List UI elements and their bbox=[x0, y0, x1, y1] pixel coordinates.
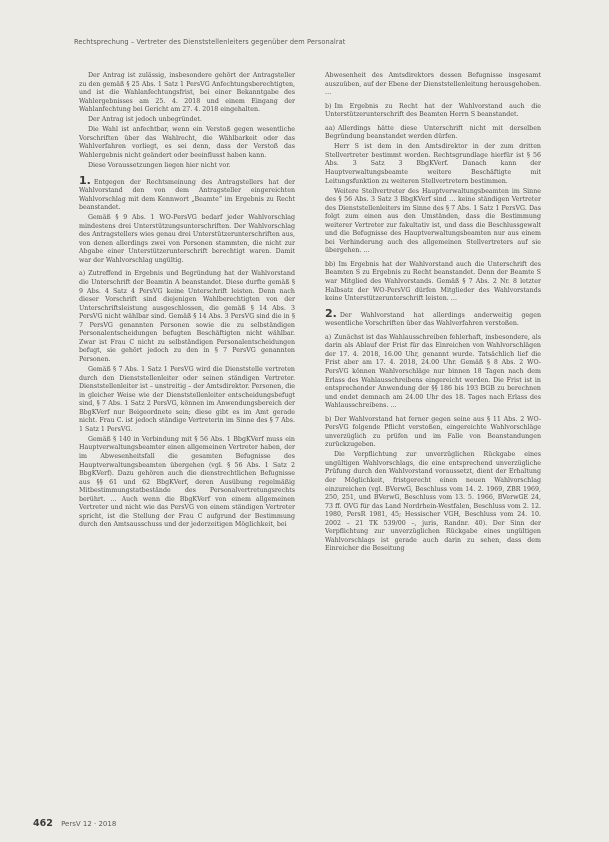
item-text: Im Ergebnis hat der Wahlvorstand auch die Unterschrift des Beamten S zu Ergebnis zu Recht beanstandet. Denn der Beamte S war Mitglied des Wahlvorstands. Gemäß § 7 Abs. 2 Nr. 8 letzter Halbsatz der WO-PersVG dürfen Mitglieder des Wahlvorstands keine Unterstützerunterschrift leisten. … bbox=[325, 260, 541, 303]
item-text: Zunächst ist das Wahlausschreiben fehlerhaft, insbesondere, als darin als Ablauf der Frist für das Einreichen von Wahlvorschlägen der 17. 4. 2018, 16.00 Uhr, genannt wurde. Tatsächlich lief die Frist aber am 17. 4. 2018, 24.00 Uhr. Gemäß § 8 Abs. 2 WO-PersVG können Wahlvorschläge nur binnen 18 Tagen nach dem Erlass des Wahlausschreibens eingereicht werden. Die Frist ist in entsprechender Anwendung der §§ 186 bis 193 BGB zu berechnen und endet demnach am 24.00 Uhr des 18. Tages nach Erlass des Wahlausschreibens. … bbox=[325, 333, 541, 410]
section-text: Der Wahlvorstand hat allerdings anderweitig gegen wesentliche Vorschriften über das Wahlverfahren verstoßen. bbox=[325, 311, 541, 328]
left-column bbox=[79, 72, 295, 792]
item-label: a) bbox=[79, 270, 86, 278]
body-paragraph: Gemäß § 7 Abs. 1 Satz 1 PersVG wird die Dienststelle vertreten durch den Dienststellenleiter oder seinen ständigen Vertreter. Dienststellenleiter ist – unstreitig – der Amtsdirektor. Personen, die in gleicher Weise wie der Dienststellenleiter entscheidungsbefugt sind, § 7 Abs. 1 Satz 2 PersVG, können im Anwendungsbereich der BbgKVerf nur Beigeordnete sein; diese gibt es im Amt gerade nicht. Frau C. ist jedoch ständige Vertreterin im Sinne des § 7 Abs. 1 Satz 1 PersVG. bbox=[79, 366, 295, 433]
item-text: Der Wahlvorstand hat ferner gegen seine aus § 11 Abs. 2 WO-PersVG folgende Pflicht verstoßen, eingereichte Wahlvorschläge unverzüglich zu prüfen und im Falle von Beanstandungen zurückzugeben. bbox=[325, 415, 541, 449]
running-header: Rechtsprechung – Vertreter des Dienststellenleiters gegenüber dem Personalrat bbox=[74, 38, 346, 46]
body-paragraph: Gemäß § 9 Abs. 1 WO-PersVG bedarf jeder Wahlvorschlag mindestens drei Unterstützungsunterschriften. Der Wahlvorschlag des Antragstellers wies genau drei Unterstützerunterschriften aus, von denen allerdings zwei von Personen stammten, die nicht zur Abgabe einer Unterstützerunterschrift berechtigt waren. Damit war der Wahlvorschlag ungültig. bbox=[79, 214, 295, 264]
item-text: Im Ergebnis zu Recht hat der Wahlvorstand auch die Unterstützerunterschrift des Beamten Herrn S beanstandet. bbox=[325, 102, 541, 119]
item-text: Allerdings hätte diese Unterschrift nicht mit derselben Begründung beanstandet werden dürfen. bbox=[325, 124, 541, 141]
journal-issue: PersV 12 · 2018 bbox=[61, 820, 117, 828]
section-text: Entgegen der Rechtsmeinung des Antragstellers hat der Wahlvorstand den von dem Antragsteller eingereichten Wahlvorschlag mit dem Kennwort „Beamte“ im Ergebnis zu Recht beanstandet. bbox=[79, 178, 295, 212]
item-label: aa) bbox=[325, 124, 335, 132]
section-paragraph bbox=[79, 173, 295, 213]
page-footer bbox=[33, 818, 233, 829]
body-paragraph: Abwesenheit des Amtsdirektors dessen Befugnisse insgesamt auszuüben, auf der Ebene der Dienststellenleitung herausgehoben. … bbox=[325, 72, 541, 97]
list-paragraph bbox=[325, 125, 541, 142]
item-label: b) bbox=[325, 102, 332, 110]
body-paragraph: Die Wahl ist anfechtbar, wenn ein Verstoß gegen wesentliche Vorschriften über das Wahlrecht, die Wählbarkeit oder das Wahlverfahren vorliegt, es sei denn, dass der Verstoß das Wahlergebnis nicht geändert oder beeinflusst haben kann. bbox=[79, 126, 295, 159]
body-paragraph: Der Antrag ist jedoch unbegründet. bbox=[88, 116, 202, 124]
body-paragraph: Gemäß § 140 in Verbindung mit § 56 Abs. 1 BbgKVerf muss ein Hauptverwaltungsbeamter einen allgemeinen Vertreter haben, der im Abwesenheitsfall die gesamten Befugnisse des Hauptverwaltungsbeamten übergehen (vgl. § 56 Abs. 1 Satz 2 BbgKVerf). Dazu gehören auch die dienstrechtlichen Befugnisse aus §§ 61 und 62 BbgKVerf, deren Ausübung regelmäßig Mitbestimmungstatbestände des Personalvertretungsrechts berührt. … Auch wenn die BbgKVerf von einem allgemeinen Vertreter und nicht wie das PersVG von einem ständigen Vertreter spricht, ist die Stellung der Frau C aufgrund der Bestimmung durch den Amtsausschuss und der jederzeitigen Möglichkeit, bei bbox=[79, 435, 295, 529]
list-paragraph bbox=[325, 416, 541, 450]
item-label: bb) bbox=[325, 260, 336, 268]
list-paragraph bbox=[325, 261, 541, 304]
item-label: b) bbox=[325, 415, 332, 423]
body-paragraph: Der Antrag ist zulässig, insbesondere gehört der Antragsteller zu den gemäß § 25 Abs. 1 Satz 1 PersVG Anfechtungsberechtigten, und ist die Wahlanfechtungsfrist, bei einer Bekanntgabe des Wahlergebnisses am 25. 4. 2018 und einem Eingang der Wahlanfechtung bei Gericht am 27. 4. 2018 eingehalten. bbox=[79, 72, 295, 114]
item-label: a) bbox=[325, 333, 332, 341]
body-paragraph: Diese Voraussetzungen liegen hier nicht vor. bbox=[88, 161, 231, 169]
right-column bbox=[325, 72, 541, 792]
section-paragraph bbox=[325, 306, 541, 329]
list-paragraph bbox=[79, 270, 295, 364]
list-paragraph bbox=[325, 334, 541, 411]
item-text: Zutreffend in Ergebnis und Begründung hat der Wahlvorstand die Unterschrift der Beamtin A beanstandet. Diese durfte gemäß § 9 Abs. 4 Satz 4 PersVG keine Unterschrift leisten. Denn nach dieser Vorschrift sind diejenigen Wahlberechtigten von der Unterschriftsleistung ausgeschlossen, die gemäß § 14 Abs. 3 PersVG nicht wählbar sind. Gemäß § 14 Abs. 3 PersVG sind die in § 7 PersVG genannten Personen sowie die zu selbständigen Personalentscheidungen befugten Beschäftigten nicht wählbar. Zwar ist Frau C nicht zu selbständigen Personalentscheidungen befugt, sie gehört jedoch zu den in § 7 PersVG genannten Personen. bbox=[79, 270, 295, 363]
body-paragraph: Herr S ist dem in den Amtsdirektor in der zum dritten Stellvertreter bestimmt worden. Rechtsgrundlage hierfür ist § 56 Abs. 3 Satz 3 BbgKVerf. Danach kann der Hauptverwaltungsbeamte weitere Beschäftigte mit Leitungsfunktion zu weiteren Stellvertretern bestimmen. bbox=[325, 143, 541, 185]
page-number: 462 bbox=[33, 818, 53, 829]
body-paragraph: Die Verpflichtung zur unverzüglichen Rückgabe eines ungültigen Wahlvorschlags, die eine entsprechend unverzügliche Prüfung durch den Wahlvorstand voraussetzt, dient der Erhaltung der Möglichkeit, fristgerecht einen neuen Wahlvorschlag einzureichen (vgl. BVerwG, Beschluss vom 14. 2. 1969, ZBR 1969, 250, 251, und BVerwG, Beschluss vom 13. 5. 1966, BVerwGE 24, 73 ff. OVG für das Land Nordrhein-Westfalen, Beschluss vom 2. 12. 1980, PersR 1981, 45; Hessischer VGH, Beschluss vom 24. 10. 2002 – 21 TK 539/00 –, juris, Randnr. 40). Der Sinn der Verpflichtung zur unverzüglichen Rückgabe eines ungültigen Wahlvorschlags ist gerade auch darin zu sehen, dass dem Einreicher die Beseitung bbox=[325, 451, 541, 553]
section-number: 1. bbox=[79, 173, 91, 187]
list-paragraph bbox=[325, 103, 541, 120]
section-number: 2. bbox=[325, 306, 337, 320]
body-paragraph: Weitere Stellvertreter des Hauptverwaltungsbeamten im Sinne des § 56 Abs. 3 Satz 3 BbgKVerf sind … keine ständigen Vertreter des Dienststellenleiters im Sinne des § 7 Abs. 1 Satz 1 PersVG. Das folgt zum einen aus den Umständen, dass die Bestimmung weiterer Vertreter zur fakultativ ist, und dass die Beschlussgewalt und die Befugnisse des Hauptverwaltungsbeamten nur aus einem bei Verhinderung auch des allgemeinen Stellvertreters auf sie übergehen. … bbox=[325, 187, 541, 255]
